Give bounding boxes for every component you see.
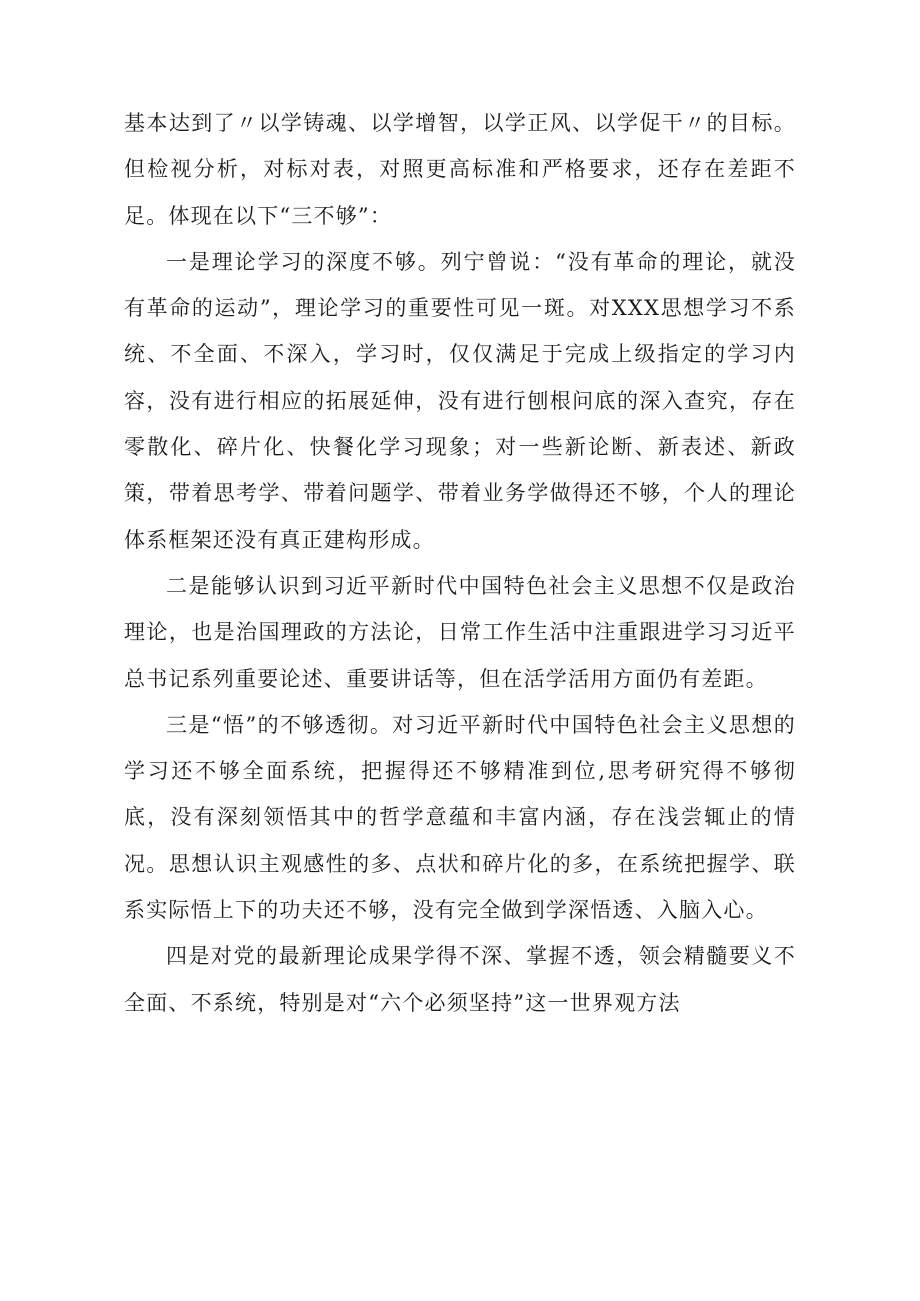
paragraph-point-four: 四是对党的最新理论成果学得不深、掌握不透，领会精髓要义不全面、不系统，特别是对“六个必须坚持”这一世界观方法 xyxy=(124,944,796,1015)
paragraph-point-one: 一是理论学习的深度不够。列宁曾说：“没有革命的理论，就没有革命的运动”，理论学习的重要性可见一斑。对XXX思想学习不系统、不全面、不深入，学习时，仅仅满足于完成上级指定的学习内容，没有进行相应的拓展延伸，没有进行刨根问底的深入查究，存在零散化、碎片化、快餐化学习现象；对一些新论断、新表述、新政策，带着思考学、带着问题学、带着业务学做得还不够，个人的理论体系框架还没有真正建构形成。 xyxy=(124,249,796,552)
paragraph-point-three: 三是“悟”的不够透彻。对习近平新时代中国特色社会主义思想的学习还不够全面系统，把握得还不够精准到位,思考研究得不够彻底，没有深刻领悟其中的哲学意蕴和丰富内涵，存在浅尝辄止的情况。思想认识主观感性的多、点状和碎片化的多，在系统把握学、联系实际悟上下的功夫还不够，没有完全做到学深悟透、入脑入心。 xyxy=(124,712,796,923)
paragraph-point-two: 二是能够认识到习近平新时代中国特色社会主义思想不仅是政治理论，也是治国理政的方法论，日常工作生活中注重跟进学习习近平总书记系列重要论述、重要讲话等，但在活学活用方面仍有差距。 xyxy=(124,573,796,691)
document-body xyxy=(124,100,796,1026)
paragraph-intro: 基本达到了〃以学铸魂、以学增智，以学正风、以学促干〃的目标。但检视分析，对标对表，对照更高标准和严格要求，还存在差距不足。体现在以下“三不够”： xyxy=(124,111,796,228)
